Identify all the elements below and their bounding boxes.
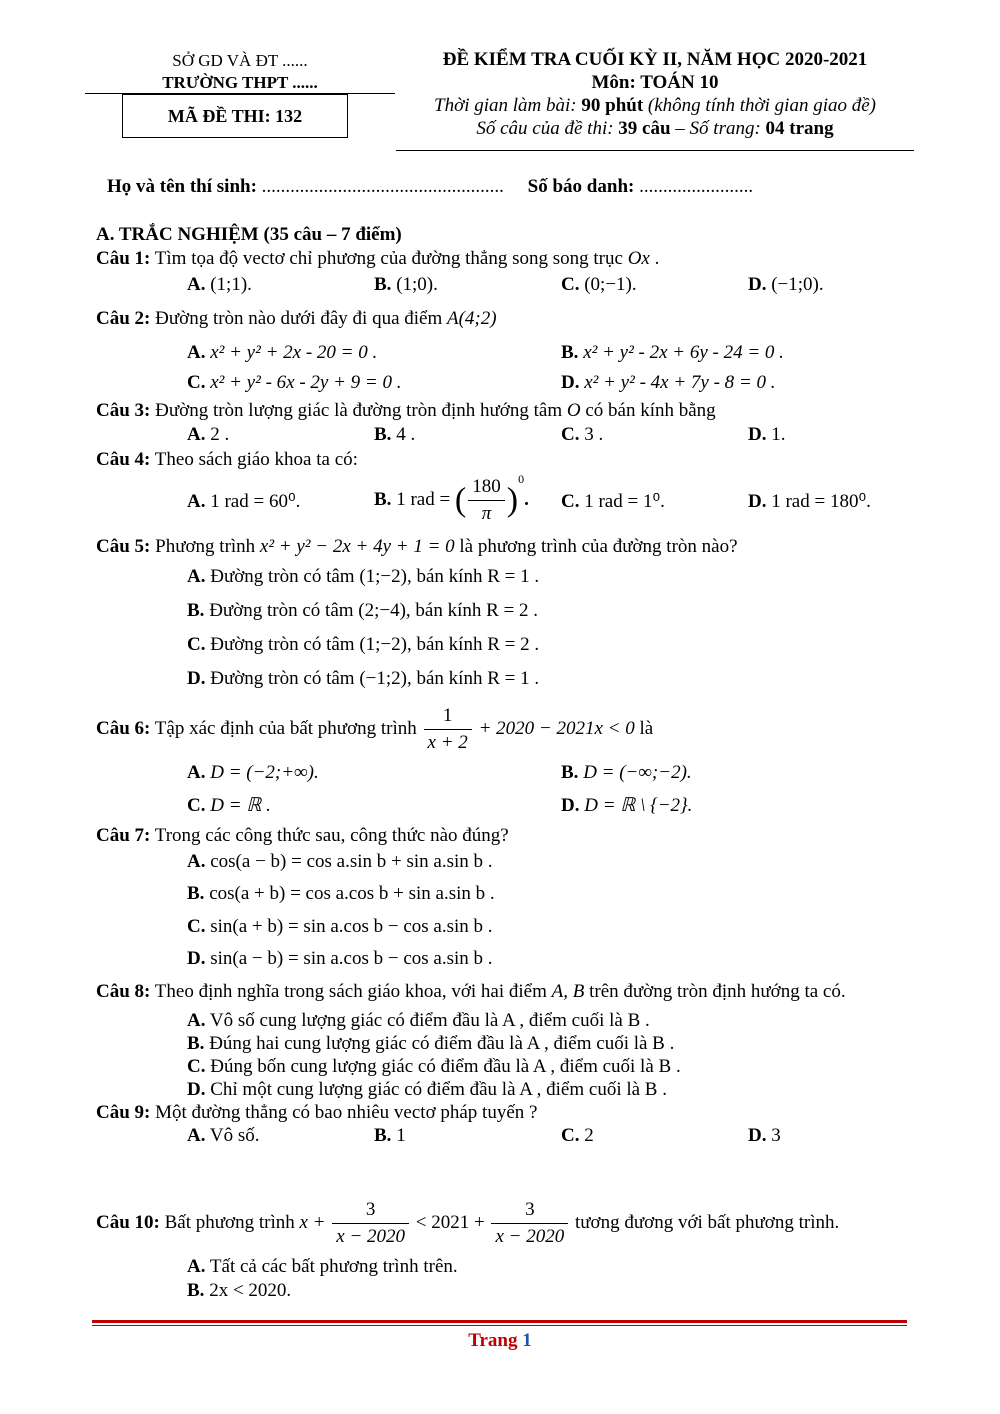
q3-end: có bán kính bằng [585,400,716,421]
letter-b: B. [374,489,392,510]
question-4 [96,449,358,471]
q4-label: Câu 4: [96,449,151,470]
header-right-rule [396,150,914,151]
q6-b-text: D = (−∞;−2). [583,762,692,783]
q8-text: Theo định nghĩa trong sách giáo khoa, với hai điểm [154,981,547,1002]
q2-c-text: x² + y² - 6x - 2y + 9 = 0 . [210,372,402,393]
q10-num1: 3 [332,1197,409,1224]
q7-a-text: cos(a − b) = cos a.sin b + sin a.sin b . [210,851,493,872]
q2-b-text: x² + y² - 2x + 6y - 24 = 0 . [583,342,784,363]
paren-right: ) [506,481,519,519]
q1-b-text: (1;0). [396,274,438,295]
letter-b: B. [187,1280,205,1301]
letter-a: A. [187,762,206,783]
question-8 [96,981,846,1003]
letter-b: B. [561,342,579,363]
question-1 [96,248,659,270]
time-value: 90 phút [581,95,644,116]
q4-option-a[interactable] [187,490,300,513]
q5-d-text: Đường tròn có tâm (−1;2), bán kính R = 1 . [210,668,540,689]
q9-option-d[interactable] [748,1125,781,1147]
letter-c: C. [187,1056,206,1077]
footer-rule-thin [92,1325,907,1326]
letter-a: A. [187,566,206,587]
q10-pre: Bất phương trình [164,1211,295,1233]
q3-option-a[interactable] [187,424,229,446]
letter-c: C. [561,1125,580,1146]
letter-d: D. [748,274,767,295]
letter-d: D. [561,795,580,816]
letter-b: B. [561,762,579,783]
q10-den1: x − 2020 [336,1226,406,1247]
q9-option-a[interactable] [187,1125,260,1147]
letter-d: D. [187,1079,206,1100]
q1-var: Ox [627,248,650,269]
section-title: A. TRẮC NGHIỆM (35 câu – 7 điểm) [96,224,402,245]
q7-c-text: sin(a + b) = sin a.cos b − cos a.sin b . [210,916,493,937]
q8-a-text: Vô số cung lượng giác có điểm đầu là A , điểm cuối là B . [209,1010,650,1031]
q8-option-b[interactable] [187,1033,674,1055]
exam-count [400,117,910,140]
q4-b-exp: 0 [518,472,525,486]
q1-c-text: (0;−1). [584,274,637,295]
q8-b-text: Đúng hai cung lượng giác có điểm đầu là A , điểm cuối là B . [209,1033,675,1054]
q8-label: Câu 8: [96,981,151,1002]
dept-name: SỞ GD VÀ ĐT ...... [172,51,308,70]
q4-a-text: 1 rad = 60⁰. [210,491,301,512]
q5-option-c[interactable] [187,634,539,656]
q3-option-c[interactable] [561,424,603,446]
q5-b-text: Đường tròn có tâm (2;−4), bán kính R = 2 . [209,600,539,621]
question-5 [96,536,738,558]
letter-b: B. [374,274,392,295]
letter-c: C. [561,424,580,445]
q4-d-text: 1 rad = 180⁰. [771,491,871,512]
q6-option-a[interactable] [187,762,319,784]
q8-option-c[interactable] [187,1056,681,1078]
letter-d: D. [748,1125,767,1146]
q2-option-c[interactable] [187,372,401,394]
q9-c-text: 2 [584,1125,594,1146]
q4-c-text: 1 rad = 1⁰. [584,491,665,512]
letter-d: D. [187,948,206,969]
q8-vars: A, B [551,981,585,1002]
student-info [107,176,753,198]
page-number: 1 [522,1330,532,1351]
q10-x: x + [299,1211,326,1233]
q6-pre: Tập xác định của bất phương trình [154,717,417,739]
q9-option-c[interactable] [561,1125,594,1147]
letter-a: A. [187,1256,206,1277]
q8-option-d[interactable] [187,1079,667,1101]
q6-rest: + 2020 − 2021x < 0 [478,717,635,739]
letter-b: B. [374,1125,392,1146]
q4-b-fraction [468,474,505,527]
q3-c-text: 3 . [584,424,604,445]
q8-option-a[interactable] [187,1010,650,1032]
q9-text: Một đường thẳng có bao nhiêu vectơ pháp tuyến ? [155,1102,538,1123]
q10-mid: < 2021 + [415,1211,485,1233]
q3-option-b[interactable] [374,424,415,446]
q4-option-c[interactable] [561,490,665,513]
q7-label: Câu 7: [96,825,151,846]
page-footer [0,1330,1000,1352]
q6-num: 1 [424,703,472,730]
q5-a-text: Đường tròn có tâm (1;−2), bán kính R = 1 . [210,566,540,587]
q4-text: Theo sách giáo khoa ta có: [154,449,358,470]
q5-equation: x² + y² − 2x + 4y + 1 = 0 [259,536,455,557]
letter-d: D. [561,372,580,393]
q7-option-d[interactable] [187,948,493,970]
q7-b-text: cos(a + b) = cos a.cos b + sin a.sin b . [209,883,495,904]
exam-time [400,94,910,117]
q10-option-a[interactable] [187,1256,458,1278]
q6-c-text: D = ℝ . [210,795,271,816]
letter-b: B. [187,1033,205,1054]
time-note: (không tính thời gian giao đề) [647,95,876,116]
q2-a-text: x² + y² + 2x - 20 = 0 . [210,342,378,363]
letter-b: B. [187,883,205,904]
time-label: Thời gian làm bài: [434,95,577,116]
q2-label: Câu 2: [96,308,151,329]
q3-b-text: 4 . [396,424,416,445]
q6-d-text: D = ℝ \ {−2}. [584,795,693,816]
q5-label: Câu 5: [96,536,151,557]
q2-option-b[interactable] [561,342,784,364]
q10-b-text: 2x < 2020. [209,1280,292,1301]
letter-a: A. [187,424,206,445]
id-label: Số báo danh: [527,176,635,197]
letter-a: A. [187,1125,206,1146]
letter-c: C. [561,274,580,295]
id-field[interactable]: ........................ [639,176,754,197]
q2-text: Đường tròn nào dưới đây đi qua điểm [155,308,443,329]
q7-text: Trong các công thức sau, công thức nào đúng? [154,825,509,846]
letter-a: A. [187,342,206,363]
q2-option-d[interactable] [561,372,775,394]
question-10 [96,1197,839,1250]
exam-title: ĐỀ KIỂM TRA CUỐI KỲ II, NĂM HỌC 2020-2021 [442,49,868,70]
letter-c: C. [187,372,206,393]
q1-option-a[interactable] [187,274,252,296]
q10-den2: x − 2020 [495,1226,565,1247]
q10-post: tương đương với bất phương trình. [574,1211,840,1233]
q6-post: là [639,717,654,739]
q4-b-num: 180 [468,474,505,501]
q3-label: Câu 3: [96,400,151,421]
q3-a-text: 2 . [210,424,230,445]
paren-left: ( [454,481,467,519]
q4-b-pre: 1 rad = [396,489,451,510]
name-label: Họ và tên thí sinh: [107,176,257,197]
q1-a-text: (1;1). [210,274,252,295]
q7-option-b[interactable] [187,883,495,905]
question-7 [96,825,509,847]
q10-a-text: Tất cả các bất phương trình trên. [209,1256,458,1277]
q6-a-text: D = (−2;+∞). [210,762,319,783]
q8-post: trên đường tròn định hướng ta có. [589,981,846,1002]
q5-pre: Phương trình [155,536,256,557]
q1-option-c[interactable] [561,274,637,296]
letter-c: C. [561,491,580,512]
q1-end: . [654,248,660,269]
q9-label: Câu 9: [96,1102,151,1123]
q5-option-a[interactable] [187,566,539,588]
count-value: 39 câu [618,118,671,139]
footer-word: Trang [468,1330,518,1351]
letter-d: D. [187,668,206,689]
q10-option-b[interactable] [187,1280,291,1302]
exam-code-box: MÃ ĐỀ THI: 132 [122,94,348,138]
q7-option-c[interactable] [187,916,493,938]
exam-subject: Môn: TOÁN 10 [591,72,719,93]
footer-rule-thick [92,1320,907,1323]
q2-point: A(4;2) [447,308,497,329]
question-6 [96,703,653,756]
q3-d-text: 1. [771,424,786,445]
q3-var: O [566,400,581,421]
pages-label: – Số trang: [675,118,761,139]
q10-fraction-2 [491,1197,568,1250]
q4-option-d[interactable] [748,490,871,513]
q6-option-b[interactable] [561,762,692,784]
q6-den: x + 2 [427,732,468,753]
q6-option-d[interactable] [561,794,692,817]
pages-value: 04 trang [765,118,834,139]
q10-num2: 3 [491,1197,568,1224]
q5-option-b[interactable] [187,600,538,622]
q6-fraction [424,703,472,756]
q9-option-b[interactable] [374,1125,406,1147]
letter-a: A. [187,491,206,512]
q7-d-text: sin(a − b) = sin a.cos b − cos a.sin b . [210,948,493,969]
q6-label: Câu 6: [96,717,151,739]
letter-a: A. [187,1010,206,1031]
q3-option-d[interactable] [748,424,785,446]
q1-d-text: (−1;0). [771,274,824,295]
q5-option-d[interactable] [187,668,539,690]
q2-d-text: x² + y² - 4x + 7y - 8 = 0 . [584,372,776,393]
q9-d-text: 3 [771,1125,781,1146]
question-2 [96,308,497,330]
q6-option-c[interactable] [187,794,271,817]
school-name: TRƯỜNG THPT ...... [162,73,318,92]
q8-c-text: Đúng bốn cung lượng giác có điểm đầu là A , điểm cuối là B . [210,1056,681,1077]
q5-post: là phương trình của đường tròn nào? [459,536,738,557]
letter-c: C. [187,916,206,937]
question-3 [96,400,716,422]
header-left [85,50,395,94]
letter-a: A. [187,274,206,295]
letter-c: C. [187,795,206,816]
q1-option-b[interactable] [374,274,438,296]
q8-d-text: Chỉ một cung lượng giác có điểm đầu là A , điểm cuối là B . [210,1079,667,1100]
letter-d: D. [748,424,767,445]
q4-option-b[interactable] [374,472,529,527]
header-right [400,48,910,140]
q2-option-a[interactable] [187,342,377,364]
q9-b-text: 1 [396,1125,406,1146]
q10-fraction-1 [332,1197,409,1250]
q5-c-text: Đường tròn có tâm (1;−2), bán kính R = 2 . [210,634,540,655]
q1-option-d[interactable] [748,274,824,296]
question-9 [96,1102,537,1124]
letter-b: B. [374,424,392,445]
q10-label: Câu 10: [96,1211,160,1233]
q9-a-text: Vô số. [209,1125,260,1146]
letter-b: B. [187,600,205,621]
q3-text: Đường tròn lượng giác là đường tròn định hướng tâm [155,400,563,421]
q1-text: Tìm tọa độ vectơ chỉ phương của đường thẳng song song trục [154,248,623,269]
q7-option-a[interactable] [187,851,493,873]
q4-b-den: π [481,503,492,525]
count-label: Số câu của đề thi: [476,118,614,139]
q4-b-end: . [524,489,529,510]
name-field[interactable]: ................................................... [261,176,504,197]
letter-c: C. [187,634,206,655]
q1-label: Câu 1: [96,248,151,269]
letter-d: D. [748,491,767,512]
letter-a: A. [187,851,206,872]
